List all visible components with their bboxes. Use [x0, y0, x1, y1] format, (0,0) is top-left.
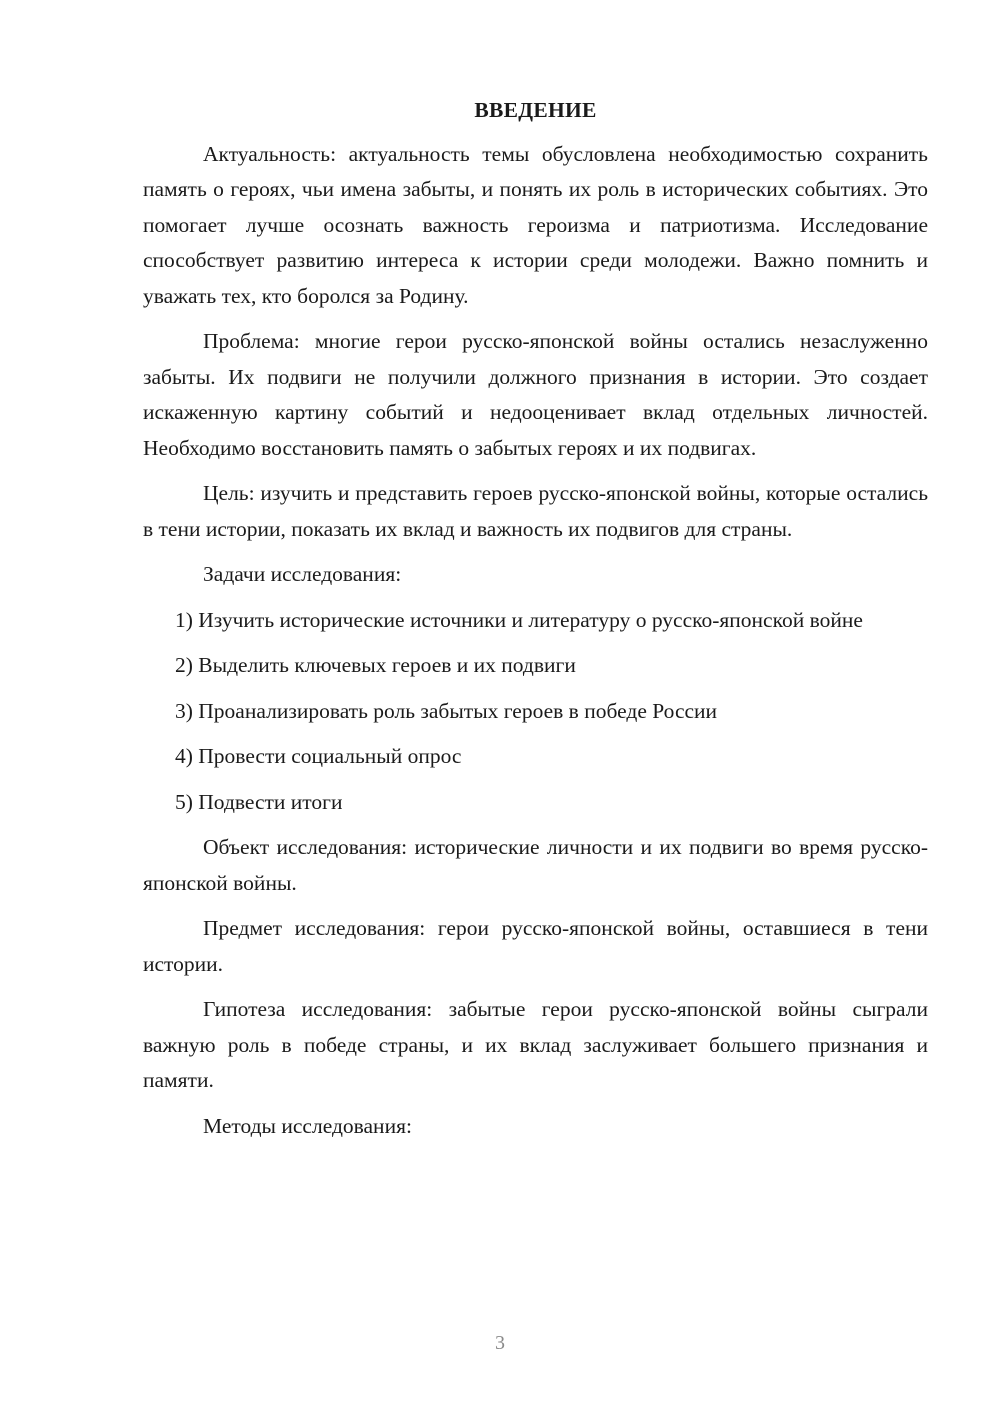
task-item: 3) Проанализировать роль забытых героев в победе России	[175, 698, 718, 723]
section-title: ВВЕДЕНИЕ	[474, 98, 597, 122]
task-item: 2) Выделить ключевых героев и их подвиги	[175, 653, 576, 677]
subject-paragraph: Предмет исследования: герои русско-японской войны, оставшиеся в тени истории.	[143, 916, 928, 976]
task-item: 5) Подвести итоги	[175, 789, 343, 814]
problem-paragraph: Проблема: многие герои русско-японской войны остались незаслуженно забыты. Их подвиги не получили должного признания в истории. Это создает искаженную картину событий и недооценивает вклад отдельных личностей. Необходимо восстановить память о забытых героях и их подвигах.	[143, 329, 928, 460]
page-number: 3	[495, 1332, 505, 1354]
tasks-heading: Задачи исследования:	[203, 562, 402, 586]
task-item: 1) Изучить исторические источники и литературу о русско-японской войне	[175, 607, 863, 632]
object-paragraph: Объект исследования: исторические личности и их подвиги во время русско-японской войны.	[143, 835, 928, 895]
task-item: 4) Провести социальный опрос	[175, 744, 462, 768]
goal-paragraph: Цель: изучить и представить героев русско-японской войны, которые остались в тени истории, показать их вклад и важность их подвигов для страны.	[143, 481, 928, 541]
document-body	[143, 93, 928, 1154]
methods-heading: Методы исследования:	[203, 1113, 412, 1138]
relevance-paragraph: Актуальность: актуальность темы обусловлена необходимостью сохранить память о героях, чьи имена забыты, и понять их роль в исторических событиях. Это помогает лучше осознать важность героизма и патриотизма. Исследование способствует развитию интереса к истории среди молодежи. Важно помнить и уважать тех, кто боролся за Родину.	[143, 141, 928, 308]
hypothesis-paragraph: Гипотеза исследования: забытые герои русско-японской войны сыграли важную роль в победе страны, и их вклад заслуживает большего признания и памяти.	[143, 997, 928, 1092]
